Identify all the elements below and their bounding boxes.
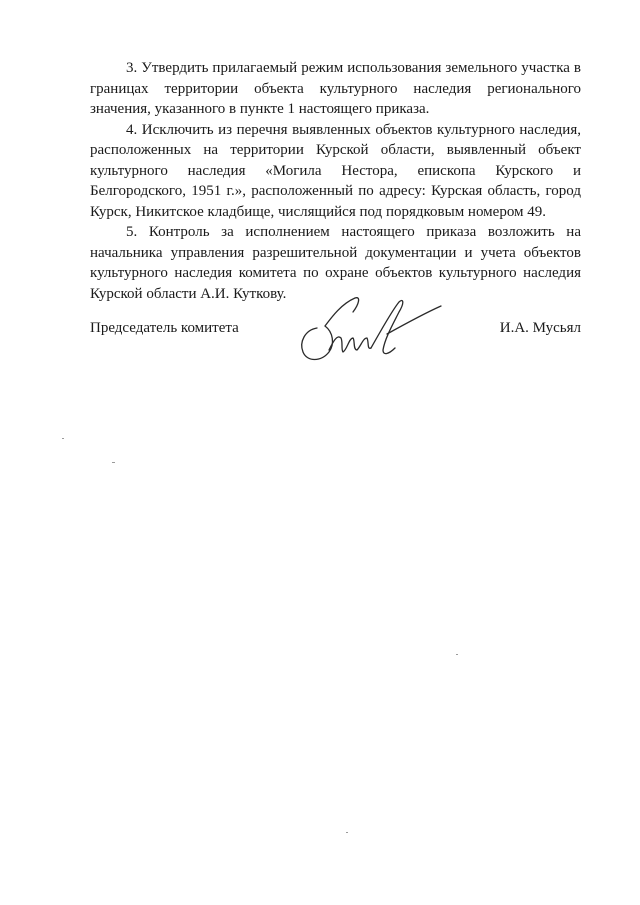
scan-speck <box>346 832 348 833</box>
document-body <box>90 58 581 304</box>
paragraph-5: 5. Контроль за исполнением настоящего приказа возложить на начальника управления разрешительной документации и учета объектов культурного наследия комитета по охране объектов культурного наследия Курской области А.И. Куткову. <box>90 224 581 302</box>
signatory-title: Председатель комитета <box>90 320 239 336</box>
handwritten-signature <box>295 290 445 368</box>
paragraph-3: 3. Утвердить прилагаемый режим использования земельного участка в границах территории объекта культурного наследия регионального значения, указанного в пункте 1 настоящего приказа. <box>90 60 581 117</box>
paragraph-4: 4. Исключить из перечня выявленных объектов культурного наследия, расположенных на территории Курской области, выявленный объект культурного наследия «Могила Нестора, епископа Курского и Белгородского, 1951 г.», расположенный по адресу: Курская область, город Курск, Никитское кладбище, числящийся под порядковым номером 49. <box>90 121 581 220</box>
signature-block <box>90 290 581 370</box>
scan-speck <box>112 462 115 463</box>
scan-speck <box>62 438 64 439</box>
signatory-name: И.А. Мусьял <box>499 320 581 336</box>
scan-speck <box>456 654 458 655</box>
